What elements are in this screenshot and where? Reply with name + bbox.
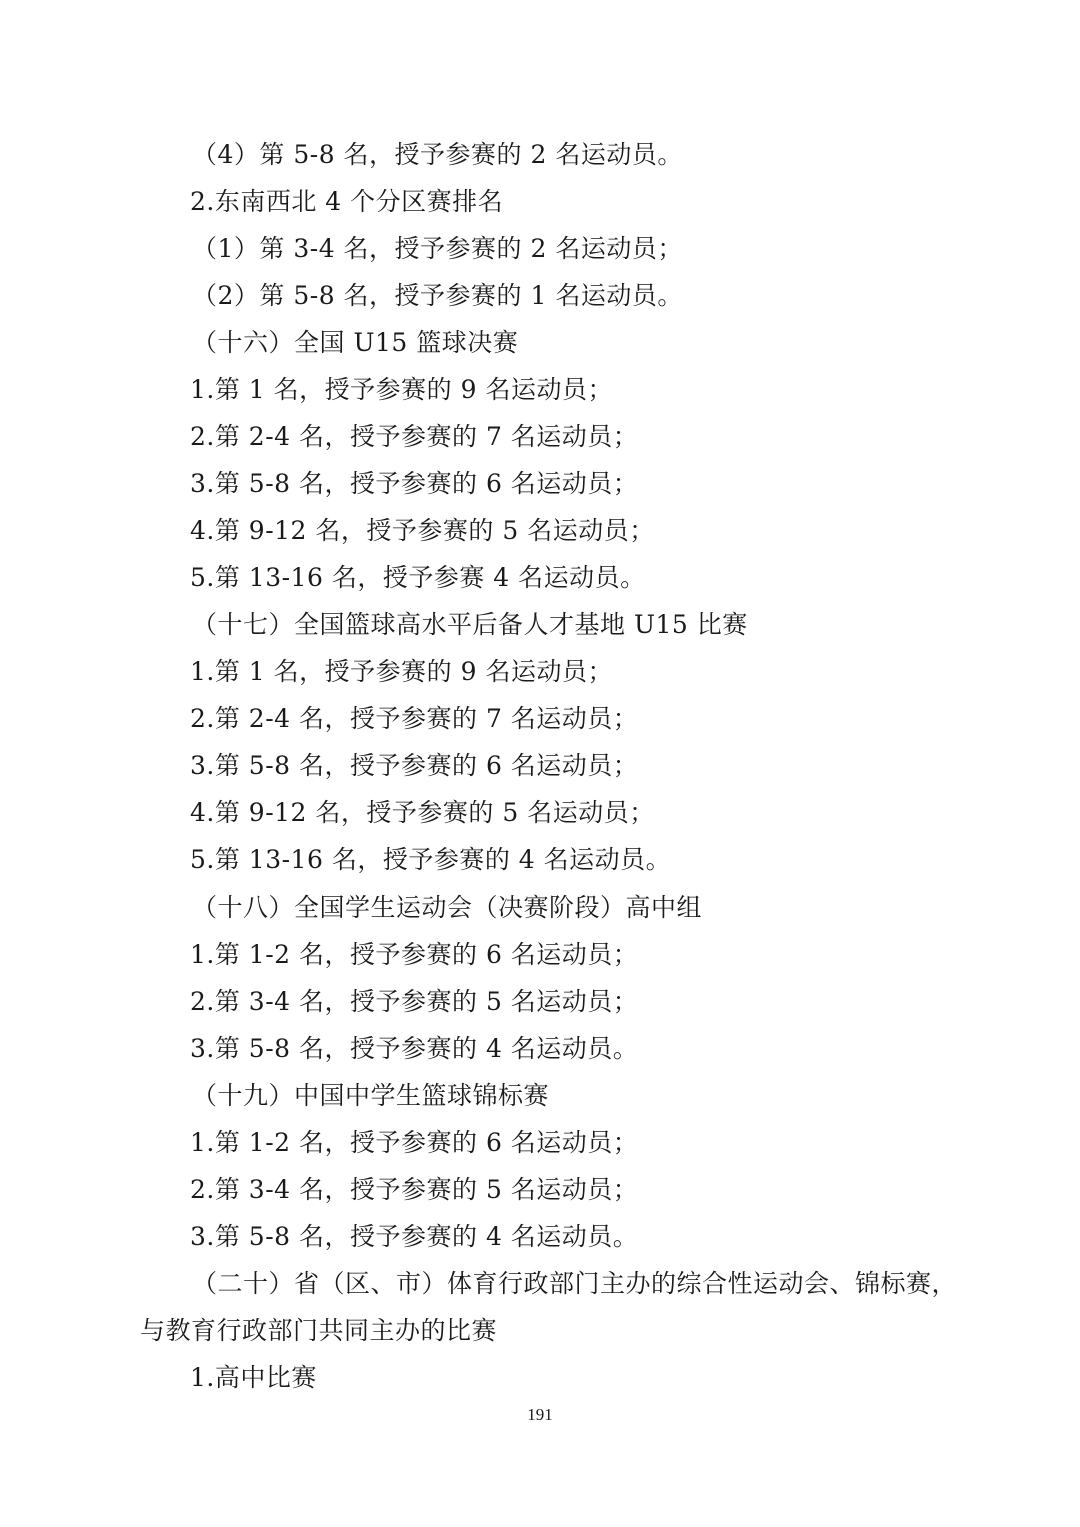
list-item-1-rank-3-4: （1）第 3-4 名，授予参赛的 2 名运动员； xyxy=(192,234,683,263)
section-heading-18: （十八）全国学生运动会（决赛阶段）高中组 xyxy=(192,893,703,922)
section-heading-19: （十九）中国中学生篮球锦标赛 xyxy=(192,1081,550,1110)
list-item: 2.第 2-4 名，授予参赛的 7 名运动员； xyxy=(190,422,639,451)
list-item: 3.第 5-8 名，授予参赛的 6 名运动员； xyxy=(190,469,639,498)
list-item-4-rank-5-8: （4）第 5-8 名，授予参赛的 2 名运动员。 xyxy=(192,140,683,169)
page-number: 191 xyxy=(527,1405,553,1424)
section-heading-16: （十六）全国 U15 篮球决赛 xyxy=(192,328,519,357)
list-item: 3.第 5-8 名，授予参赛的 4 名运动员。 xyxy=(190,1222,639,1251)
section-heading-20: （二十）省（区、市）体育行政部门主办的综合性运动会、锦标赛， xyxy=(192,1269,958,1298)
list-item: 2.第 3-4 名，授予参赛的 5 名运动员； xyxy=(190,987,639,1016)
section-heading-17: （十七）全国篮球高水平后备人才基地 U15 比赛 xyxy=(192,610,748,639)
list-item: 3.第 5-8 名，授予参赛的 6 名运动员； xyxy=(190,751,639,780)
section-heading-20-continued: 与教育行政部门共同主办的比赛 xyxy=(140,1316,498,1345)
list-item: 1.第 1-2 名，授予参赛的 6 名运动员； xyxy=(190,940,639,969)
section-heading-regional-ranking: 2.东南西北 4 个分区赛排名 xyxy=(190,187,504,216)
list-item: 4.第 9-12 名，授予参赛的 5 名运动员； xyxy=(190,798,655,827)
list-item: 1.第 1-2 名，授予参赛的 6 名运动员； xyxy=(190,1128,639,1157)
list-item: 2.第 2-4 名，授予参赛的 7 名运动员； xyxy=(190,704,639,733)
list-item: 5.第 13-16 名，授予参赛 4 名运动员。 xyxy=(190,563,646,592)
list-item: 4.第 9-12 名，授予参赛的 5 名运动员； xyxy=(190,516,655,545)
list-item-2-rank-5-8: （2）第 5-8 名，授予参赛的 1 名运动员。 xyxy=(192,281,683,310)
list-item: 1.第 1 名，授予参赛的 9 名运动员； xyxy=(190,657,613,686)
list-item: 3.第 5-8 名，授予参赛的 4 名运动员。 xyxy=(190,1034,639,1063)
list-item: 5.第 13-16 名，授予参赛的 4 名运动员。 xyxy=(190,845,672,874)
sub-heading-high-school: 1.高中比赛 xyxy=(190,1363,317,1392)
list-item: 2.第 3-4 名，授予参赛的 5 名运动员； xyxy=(190,1175,639,1204)
list-item: 1.第 1 名，授予参赛的 9 名运动员； xyxy=(190,375,613,404)
